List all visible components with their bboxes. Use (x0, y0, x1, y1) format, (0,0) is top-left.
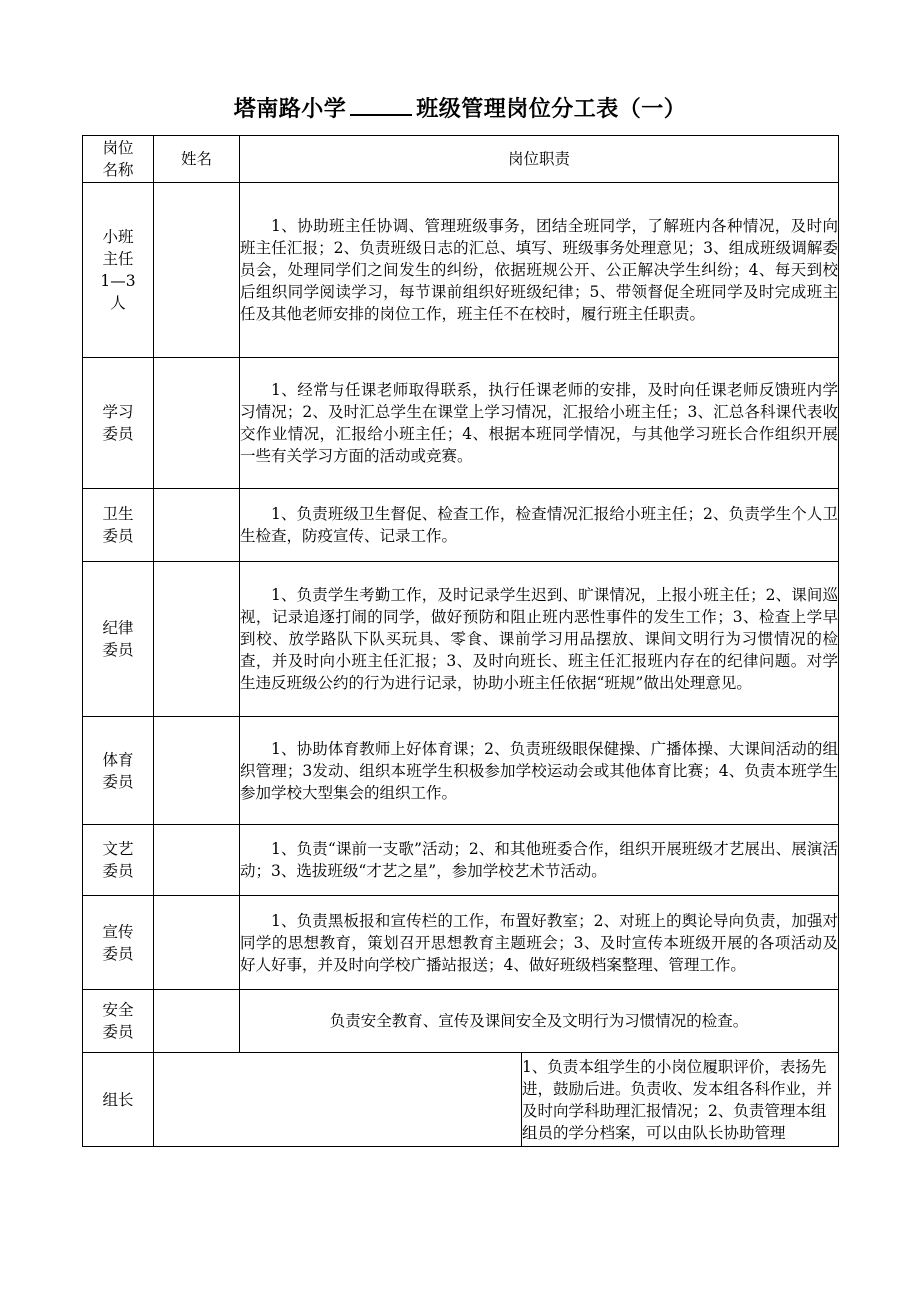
duty-cell: 1、负责“课前一支歌”活动；2、和其他班委合作，组织开展班级才艺展出、展演活动；3、选拔班级“才艺之星”，参加学校艺术节活动。 (240, 825, 839, 896)
table-row (83, 183, 839, 358)
role-cell: 小班主任1—3人 (83, 183, 154, 358)
header-duty: 岗位职责 (240, 136, 839, 183)
role-cell: 组长 (83, 1053, 154, 1147)
table-row (83, 896, 839, 990)
name-cell (154, 358, 240, 489)
table-row (83, 1053, 839, 1147)
table-row (83, 562, 839, 717)
duty-cell: 1、协助体育教师上好体育课；2、负责班级眼保健操、广播体操、大课间活动的组织管理；3发动、组织本班学生积极参加学校运动会或其他体育比赛；4、负责本班学生参加学校大型集会的组织工作。 (240, 717, 839, 825)
header-role: 岗位名称 (83, 136, 154, 183)
class-blank-line (350, 96, 412, 116)
role-cell: 卫生委员 (83, 489, 154, 562)
role-cell: 文艺委员 (83, 825, 154, 896)
name-cell (154, 990, 240, 1053)
table-row (83, 717, 839, 825)
name-cell (154, 183, 240, 358)
duty-cell: 1、负责本组学生的小岗位履职评价，表扬先进，鼓励后进。负责收、发本组各科作业，并及时向学科助理汇报情况；2、负责管理本组组员的学分档案，可以由队长协助管理 (522, 1053, 839, 1147)
table-row (83, 825, 839, 896)
page-title (0, 92, 920, 123)
school-name: 塔南路小学 (233, 97, 347, 122)
name-cell (154, 562, 240, 717)
table-row (83, 990, 839, 1053)
name-cell (154, 825, 240, 896)
duty-cell: 1、协助班主任协调、管理班级事务，团结全班同学，了解班内各种情况，及时向班主任汇报；2、负责班级日志的汇总、填写、班级事务处理意见；3、组成班级调解委员会，处理同学们之间发生的纠纷，依据班规公开、公正解决学生纠纷；4、每天到校后组织同学阅读学习，每节课前组织好班级纪律；5、带领督促全班同学及时完成班主任及其他老师安排的岗位工作，班主任不在校时，履行班主任职责。 (240, 183, 839, 358)
duty-cell: 负责安全教育、宣传及课间安全及文明行为习惯情况的检查。 (240, 990, 839, 1053)
role-cell: 宣传委员 (83, 896, 154, 990)
duty-cell: 1、负责班级卫生督促、检查工作，检查情况汇报给小班主任；2、负责学生个人卫生检查，防疫宣传、记录工作。 (240, 489, 839, 562)
title-text: 班级管理岗位分工表（一） (416, 97, 687, 122)
duty-cell: 1、负责学生考勤工作，及时记录学生迟到、旷课情况，上报小班主任；2、课间巡视，记录追逐打闹的同学，做好预防和阻止班内恶性事件的发生工作；3、检查上学早到校、放学路队下队买玩具、零食、课前学习用品摆放、课间文明行为习惯情况的检查，并及时向小班主任汇报；3、及时向班长、班主任汇报班内存在的纪律问题。对学生违反班级公约的行为进行记录，协助小班主任依据“班规”做出处理意见。 (240, 562, 839, 717)
table-row (83, 358, 839, 489)
name-cell (154, 1053, 522, 1147)
name-cell (154, 489, 240, 562)
duty-cell: 1、经常与任课老师取得联系，执行任课老师的安排，及时向任课老师反馈班内学习情况；2、及时汇总学生在课堂上学习情况，汇报给小班主任；3、汇总各科课代表收交作业情况，汇报给小班主任；4、根据本班同学情况，与其他学习班长合作组织开展一些有关学习方面的活动或竞赛。 (240, 358, 839, 489)
table-header-row (83, 136, 839, 183)
table-row (83, 489, 839, 562)
name-cell (154, 717, 240, 825)
name-cell (154, 896, 240, 990)
role-cell: 学习委员 (83, 358, 154, 489)
duty-assignment-table (82, 135, 839, 1147)
role-cell: 纪律委员 (83, 562, 154, 717)
header-name: 姓名 (154, 136, 240, 183)
role-cell: 安全委员 (83, 990, 154, 1053)
role-cell: 体育委员 (83, 717, 154, 825)
duty-cell: 1、负责黑板报和宣传栏的工作，布置好教室；2、对班上的舆论导向负责，加强对同学的思想教育，策划召开思想教育主题班会；3、及时宣传本班级开展的各项活动及好人好事，并及时向学校广播站报送；4、做好班级档案整理、管理工作。 (240, 896, 839, 990)
